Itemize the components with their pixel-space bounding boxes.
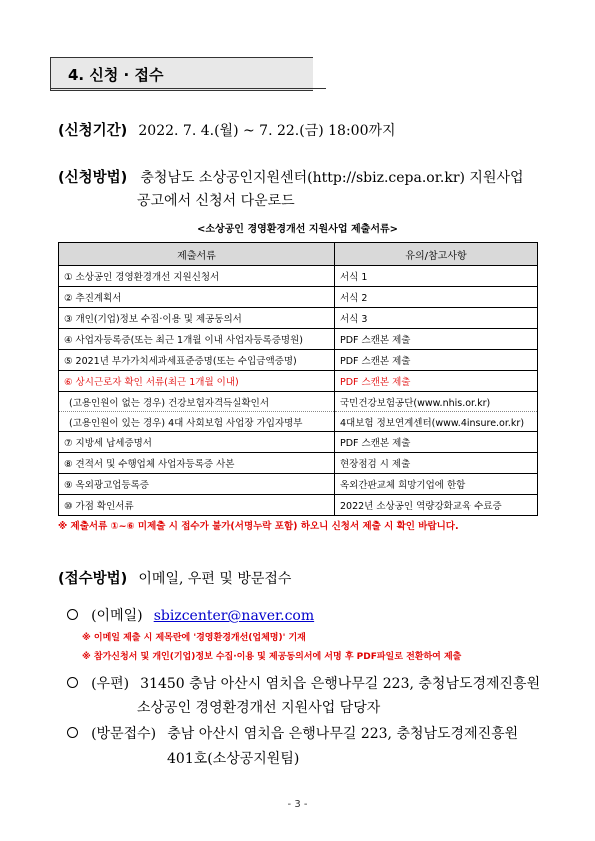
email-note-1: ※ 이메일 제출 시 제목란에 '경영환경개선(업체명)' 기재 — [82, 633, 306, 643]
table-caption: <소상공인 경영환경개선 지원사업 제출서류> — [196, 224, 399, 235]
section-header — [50, 57, 313, 91]
table-cell-doc: ⑤ 2021년 부가가치세과세표준증명(또는 수입금액증명) — [59, 350, 335, 371]
receipt-value: 이메일, 우편 및 방문접수 — [138, 571, 292, 587]
header-underline — [50, 88, 314, 89]
table-header-doc: 제출서류 — [59, 243, 335, 266]
table-cell-note: 서식 3 — [335, 308, 538, 329]
period-label: (신청기간) — [58, 123, 128, 139]
table-row — [59, 474, 538, 495]
table-cell-note: 현장점검 시 제출 — [335, 453, 538, 474]
table-row — [59, 453, 538, 474]
table-row — [59, 495, 538, 516]
table-row — [59, 308, 538, 329]
visit-label: (방문접수) — [91, 726, 157, 742]
table-cell-note: 서식 1 — [335, 266, 538, 287]
documents-table — [58, 242, 538, 516]
circle-bullet-icon — [67, 609, 78, 620]
email-label: (이메일) — [91, 608, 143, 624]
email-note-2: ※ 참가신청서 및 개인(기업)정보 수집·이용 및 제공동의서에 서명 후 PDF파일로 전환하여 제출 — [82, 652, 462, 662]
table-row — [59, 432, 538, 453]
visit-row — [67, 723, 518, 743]
table-row — [59, 329, 538, 350]
table-cell-doc: ⑥ 상시근로자 확인 서류(최근 1개월 이내) — [59, 371, 335, 392]
table-cell-note: 옥외간판교체 희망기업에 한함 — [335, 474, 538, 495]
period-row — [58, 119, 396, 140]
table-row-highlighted — [59, 371, 538, 392]
circle-bullet-icon — [67, 727, 78, 738]
table-cell-note: PDF 스캔본 제출 — [335, 432, 538, 453]
table-cell-note: PDF 스캔본 제출 — [335, 371, 538, 392]
table-cell-doc: ⑨ 옥외광고업등록증 — [59, 474, 335, 495]
page-number: - 3 - — [287, 799, 308, 810]
method-label: (신청방법) — [58, 170, 128, 186]
post-line2: 소상공인 경영환경개선 지원사업 담당자 — [137, 700, 381, 716]
table-warning: ※ 제출서류 ①~⑥ 미제출 시 접수가 불가(서명누락 포함) 하오니 신청서 제출 시 확인 바랍니다. — [58, 521, 459, 532]
post-line1: 31450 충남 아산시 염치읍 은행나무길 223, 충청남도경제진흥원 — [140, 676, 541, 692]
receipt-label: (접수방법) — [58, 571, 128, 587]
method-line1: 충청남도 소상공인지원센터(http://sbiz.cepa.or.kr) 지원사업 — [140, 170, 524, 186]
section-title: 4. 신청 · 접수 — [68, 66, 164, 84]
method-line2: 공고에서 신청서 다운로드 — [137, 193, 295, 209]
table-row — [59, 412, 538, 432]
table-cell-doc: (고용인원이 없는 경우) 건강보험자격득실확인서 — [59, 392, 335, 412]
table-cell-note: 2022년 소상공인 역량강화교육 수료증 — [335, 495, 538, 516]
email-row — [67, 605, 314, 625]
email-link[interactable]: sbizcenter@naver.com — [153, 608, 315, 624]
post-label: (우편) — [91, 676, 130, 692]
table-cell-doc: ④ 사업자등록증(또는 최근 1개월 이내 사업자등록증명원) — [59, 329, 335, 350]
header-underline-tail — [312, 88, 326, 89]
table-cell-doc: (고용인원이 있는 경우) 4대 사회보험 사업장 가입자명부 — [59, 412, 335, 432]
period-value: 2022. 7. 4.(월) ~ 7. 22.(금) 18:00까지 — [138, 123, 396, 139]
table-cell-doc: ② 추진계획서 — [59, 287, 335, 308]
table-header-note: 유의/참고사항 — [335, 243, 538, 266]
table-cell-note: PDF 스캔본 제출 — [335, 329, 538, 350]
table-cell-doc: ⑦ 지방세 납세증명서 — [59, 432, 335, 453]
table-row — [59, 287, 538, 308]
method-row — [58, 166, 524, 187]
table-cell-doc: ⑩ 가점 확인서류 — [59, 495, 335, 516]
table-cell-doc: ⑧ 견적서 및 수행업체 사업자등록증 사본 — [59, 453, 335, 474]
table-cell-note: 4대보험 정보연계센터(www.4insure.or.kr) — [335, 412, 538, 432]
table-cell-note: 국민건강보험공단(www.nhis.or.kr) — [335, 392, 538, 412]
table-row — [59, 392, 538, 412]
receipt-row — [58, 567, 291, 588]
circle-bullet-icon — [67, 677, 78, 688]
table-cell-doc: ③ 개인(기업)정보 수집·이용 및 제공동의서 — [59, 308, 335, 329]
table-cell-note: PDF 스캔본 제출 — [335, 350, 538, 371]
table-row — [59, 350, 538, 371]
post-row — [67, 673, 540, 693]
table-row — [59, 266, 538, 287]
visit-line2: 401호(소상공지원팀) — [167, 751, 300, 767]
visit-line1: 충남 아산시 염치읍 은행나무길 223, 충청남도경제진흥원 — [167, 726, 519, 742]
table-cell-doc: ① 소상공인 경영환경개선 지원신청서 — [59, 266, 335, 287]
table-cell-note: 서식 2 — [335, 287, 538, 308]
